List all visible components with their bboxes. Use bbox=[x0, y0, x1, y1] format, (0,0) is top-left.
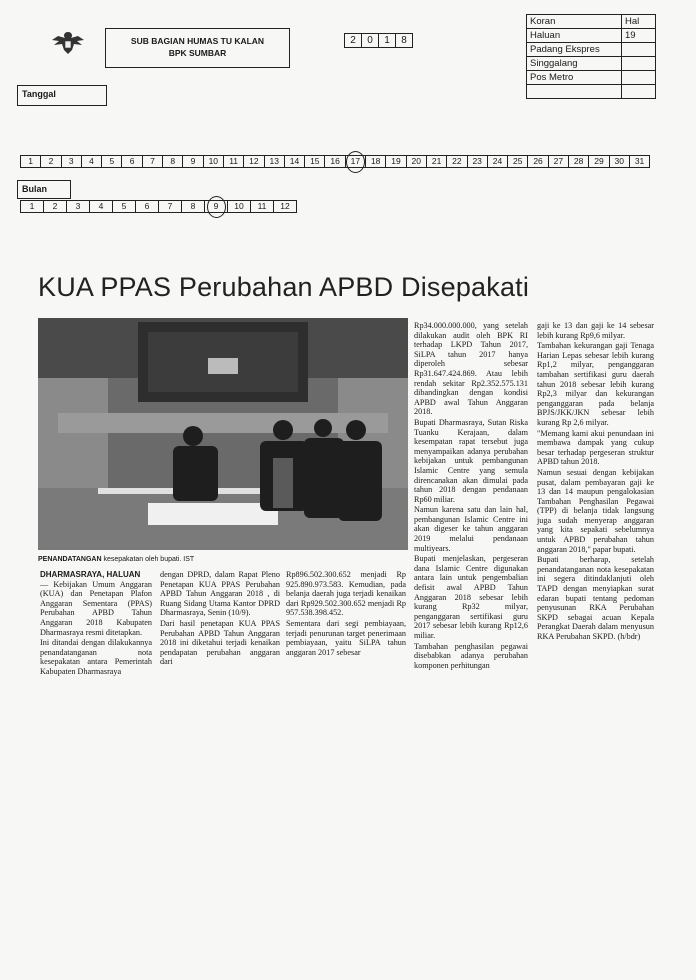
date-box: 24 bbox=[487, 155, 508, 168]
paragraph: Bupati berharap, setelah penandatanganan nota kesepakatan ini segera ditindaklanjuti oleh TAPD dengan menyiapkan surat edaran bupati tentang pedoman penyusunan RKA Perubahan SKPD sebagai acuan Kepala Perangkat Daerah dalam menyusun RKA Perubahan SKPD. (h/bdr) bbox=[537, 555, 654, 641]
month-box: 5 bbox=[112, 200, 136, 213]
month-box: 10 bbox=[227, 200, 251, 213]
date-box: 25 bbox=[507, 155, 528, 168]
date-box: 20 bbox=[406, 155, 427, 168]
table-header-hal: Hal bbox=[622, 15, 656, 29]
article-dateline: DHARMASRAYA, HALUAN bbox=[40, 570, 141, 579]
date-box: 18 bbox=[365, 155, 386, 168]
media-page bbox=[622, 57, 656, 71]
date-box: 21 bbox=[426, 155, 447, 168]
date-box: 12 bbox=[243, 155, 264, 168]
date-box: 6 bbox=[121, 155, 142, 168]
paragraph: dengan DPRD, dalam Rapat Pleno Penetapan KUA PPAS Perubahan APBD Tahun Anggaran 2018 , di Ruang Sidang Utama Kantor DPRD Dharmasraya, Senin (10/9). bbox=[160, 570, 280, 618]
date-box: 31 bbox=[629, 155, 650, 168]
month-box: 3 bbox=[66, 200, 90, 213]
month-box: 11 bbox=[250, 200, 274, 213]
garuda-emblem-icon bbox=[50, 28, 86, 58]
date-box: 1 bbox=[20, 155, 41, 168]
month-box: 1 bbox=[20, 200, 44, 213]
date-boxes bbox=[21, 155, 650, 168]
year-digit: 8 bbox=[395, 33, 413, 48]
date-box: 19 bbox=[385, 155, 406, 168]
bulan-label: Bulan bbox=[17, 180, 71, 199]
photo-caption bbox=[38, 556, 408, 563]
date-box: 26 bbox=[527, 155, 548, 168]
month-box: 4 bbox=[89, 200, 113, 213]
date-box: 5 bbox=[101, 155, 122, 168]
caption-text: kesepakatan oleh bupati. IST bbox=[101, 556, 195, 563]
tanggal-label: Tanggal bbox=[17, 85, 107, 106]
date-box: 15 bbox=[304, 155, 325, 168]
date-box: 23 bbox=[467, 155, 488, 168]
month-box: 8 bbox=[181, 200, 205, 213]
article-column-1 bbox=[40, 570, 152, 678]
date-box: 9 bbox=[182, 155, 203, 168]
media-page bbox=[622, 43, 656, 57]
date-box: 28 bbox=[568, 155, 589, 168]
paragraph: Rp34.000.000.000, yang setelah dilakukan audit oleh BPK RI terhadap LKPD Tahun 2017, SiLPA tahun 2017 hanya diperoleh sebesar Rp31.647.424.869. Atau lebih rendah sekitar Rp2.352.575.131 dibandingkan dengan kondisi APBD awal Tahun Anggaran 2018. bbox=[414, 321, 528, 417]
paragraph: Bupati menjelaskan, pergeseran dana Islamic Centre digunakan antara lain untuk pengembalian defisit awal APBD Tahun Anggaran 2018 sebesar lebih kurang Rp32 milyar, penganggaran sertifikasi guru 2017 sebesar lebih kurang Rp12,6 miliar. bbox=[414, 554, 528, 640]
month-box: 12 bbox=[273, 200, 297, 213]
year-digit: 1 bbox=[378, 33, 396, 48]
year-digit: 2 bbox=[344, 33, 362, 48]
month-box: 6 bbox=[135, 200, 159, 213]
paragraph: — Kebijakan Umum Anggaran (KUA) dan Penetapan Plafon Anggaran Sementara (PPAS) Perubahan APBD Tahun Anggaran 2018 Kabupaten Dharmasraya resmi ditetapkan. bbox=[40, 579, 152, 637]
table-row bbox=[527, 71, 656, 85]
media-page bbox=[622, 71, 656, 85]
date-box: 16 bbox=[324, 155, 345, 168]
date-box: 8 bbox=[162, 155, 183, 168]
table-row bbox=[527, 85, 656, 99]
paragraph: Ini ditandai dengan dilakukannya penandatanganan nota kesepakatan antara Pemerintah Kabupaten Dharmasraya bbox=[40, 638, 152, 676]
article-column-2 bbox=[160, 570, 280, 668]
month-box: 9 bbox=[204, 200, 228, 213]
table-header-koran: Koran bbox=[527, 15, 622, 29]
table-row bbox=[527, 43, 656, 57]
paragraph: Namun karena satu dan lain hal, pembangunan Islamic Centre ini akan digeser ke tahun anggaran 2019 melalui pendanaan multiyears. bbox=[414, 505, 528, 553]
article-column-3 bbox=[286, 570, 406, 658]
media-name: Padang Ekspres bbox=[527, 43, 622, 57]
article-column-4 bbox=[414, 321, 528, 671]
date-box: 14 bbox=[284, 155, 305, 168]
date-box: 29 bbox=[588, 155, 609, 168]
date-box: 7 bbox=[142, 155, 163, 168]
paragraph: Tambahan penghasilan pegawai disebabkan adanya perubahan komponen perhitungan bbox=[414, 641, 528, 670]
paragraph: "Memang kami akui penundaan ini membawa dampak yang cukup besar terhadap pergeseran struktur APBD tahun 2018. bbox=[537, 428, 654, 467]
date-box: 17 bbox=[345, 155, 366, 168]
article-photo bbox=[38, 318, 408, 550]
media-name: Haluan bbox=[527, 29, 622, 43]
media-name: Pos Metro bbox=[527, 71, 622, 85]
year-digit: 0 bbox=[361, 33, 379, 48]
paragraph: Rp896.502.300.652 menjadi Rp 925.890.973.583. Kemudian, pada belanja daerah juga terjadi kenaikan dari Rp929.502.300.652 menjadi Rp 957.538.398.452. bbox=[286, 570, 406, 618]
paragraph: gaji ke 13 dan gaji ke 14 sebesar lebih kurang Rp9,6 milyar. bbox=[537, 321, 654, 340]
media-page bbox=[622, 85, 656, 99]
media-name: Singgalang bbox=[527, 57, 622, 71]
caption-bold: PENANDATANGAN bbox=[38, 556, 102, 563]
table-row bbox=[527, 29, 656, 43]
date-box: 2 bbox=[40, 155, 61, 168]
paragraph: Dari hasil penetapan KUA PPAS Perubahan APBD Tahun Anggaran 2018 ini diketahui terjadi kenaikan pendapatan perubahan anggaran dari bbox=[160, 618, 280, 667]
agency-box bbox=[105, 28, 290, 68]
date-box: 22 bbox=[446, 155, 467, 168]
year-boxes bbox=[345, 33, 413, 48]
date-box: 27 bbox=[548, 155, 569, 168]
date-box: 30 bbox=[609, 155, 630, 168]
month-box: 2 bbox=[43, 200, 67, 213]
article-headline: KUA PPAS Perubahan APBD Disepakati bbox=[38, 272, 530, 302]
table-row bbox=[527, 57, 656, 71]
media-name bbox=[527, 85, 622, 99]
month-boxes bbox=[21, 200, 297, 213]
agency-line-1: SUB BAGIAN HUMAS TU KALAN bbox=[130, 36, 265, 46]
paragraph: Tambahan kekurangan gaji Tenaga Harian Lepas sebesar lebih kurang Rp1,2 milyar, penganggaran tambahan sertifikasi guru daerah tahun 2018 sebesar lebih kurang Rp2,3 milyar dan kekurangan penganggaran pada belanja BPJS/JKK/JKN sebesar lebih kurang Rp 2,6 milyar. bbox=[537, 341, 654, 427]
media-table bbox=[526, 14, 656, 99]
date-box: 11 bbox=[223, 155, 244, 168]
month-box: 7 bbox=[158, 200, 182, 213]
paragraph: Bupati Dharmasraya, Sutan Riska Tuanku Kerajaan, dalam kesempatan rapat tersebut juga menyampaikan adanya perubahan kebijakan untuk pembangunan Islamic Centre yang semula direncanakan akan dimulai pada tahun 2018 dengan pendanaan Rp60 miliar. bbox=[414, 417, 528, 504]
paragraph: Namun sesuai dengan kebijakan pusat, dalam pembayaran gaji ke 13 dan 14 maupun pengalokasian Tambahan Penghasilan Pegawai (TPP) di belanja tidak langsung juga sudah menyerap anggaran yang kita sepakati sebelumnya untuk APBD perubahan tahun anggaran 2018," papar bupati. bbox=[537, 467, 654, 554]
date-box: 3 bbox=[61, 155, 82, 168]
signing-photo-icon bbox=[38, 318, 408, 550]
agency-line-2: BPK SUMBAR bbox=[168, 48, 227, 58]
paragraph: Sementara dari segi pembiayaan, terjadi penurunan target penerimaan pembiayaan, yaitu SiLPA tahun anggaran 2017 sebesar bbox=[286, 618, 406, 657]
date-box: 4 bbox=[81, 155, 102, 168]
date-box: 13 bbox=[264, 155, 285, 168]
article-column-5 bbox=[537, 321, 654, 643]
media-page: 19 bbox=[622, 29, 656, 43]
table-header-row bbox=[527, 15, 656, 29]
date-box: 10 bbox=[203, 155, 224, 168]
